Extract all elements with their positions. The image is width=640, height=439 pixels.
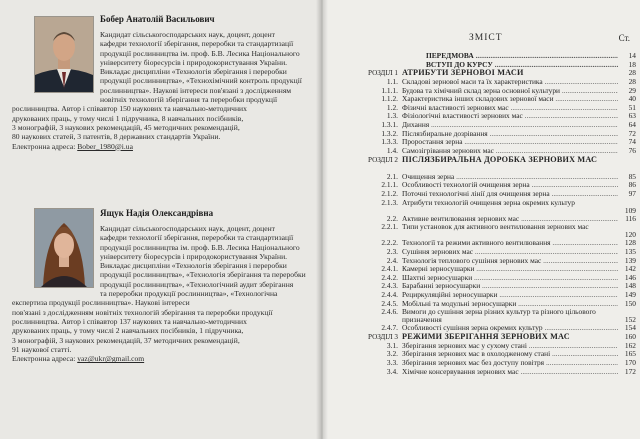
bio-line: університету біоресурсів і природокористування України. [100,57,288,67]
bio-line: Кандидат сільськогосподарських наук, доцент, доцент [100,30,275,39]
bio-line: 3 монографій, 3 наукових рекомендацій, 37 методичних рекомендацій, [12,335,240,345]
author-name: Бобер Анатолій Васильович [100,14,215,24]
email-label: Електронна адреса: [12,354,76,364]
toc-title: Характеристика інших складових зернової маси ..... [402,95,618,104]
email-line [12,142,133,151]
toc-number: 2.4.5. [381,298,398,308]
toc-title: Типи установок для активного вентилювання зернових мас [402,223,589,232]
toc-row[interactable] [322,282,640,291]
toc-page-number: 28 [628,68,636,78]
toc-row[interactable] [322,173,640,182]
bio-line: пов'язані з дослідженням новітніх технологій зберігання та переробки продукції [12,307,273,317]
toc-number: 2.1.3. [381,197,398,207]
toc-page-label: Ст. [618,33,630,43]
toc-page-number: 128 [624,238,636,248]
author-bio [12,224,308,363]
toc-title: Фізіологічні властивості зернових мас ..... [402,112,618,121]
bio-line: друкованих праць, у тому числі 1 підручника, 8 навчальних посібників, [12,113,244,123]
toc-title: Післязбиральне дозрівання ..... [402,130,618,139]
bio-line: продукції рослинництва», «Технологія зберігання та переробки [100,270,306,280]
toc-page-number: 160 [624,332,636,342]
toc-title: Мобільні та модульні зерносушарки ..... [402,300,618,309]
toc-row[interactable] [322,95,640,104]
toc-row[interactable] [322,112,640,121]
toc-number: 2.4. [386,255,398,265]
toc-row[interactable] [322,223,640,239]
toc-row[interactable] [322,104,640,113]
toc-row[interactable] [322,265,640,274]
bio-line: кафедри технології зберігання, переробки та стандартизації [100,39,294,49]
toc-number: 2.1.2. [381,188,398,198]
toc-page-number: 85 [628,171,636,181]
toc-page-number: 97 [628,188,636,198]
toc-title: Камерні зерносушарки ..... [402,265,618,274]
bio-line: кафедри технології зберігання, переробки та стандартизації [100,233,294,243]
toc-title: Атрибути технологій очищення зерна окремих культур [402,198,575,207]
toc-number: РОЗДІЛ 3 [368,333,398,342]
toc-title: Поточні технологічні лінії для очищення зерна ..... [402,190,618,199]
toc-title: Зберігання зернових мас у сухому стані ..... [402,342,618,351]
toc-page-number: 150 [624,298,636,308]
toc-page-number: 51 [628,102,636,112]
toc-row[interactable] [322,121,640,130]
toc-title: Шахтні зерносушарки ..... [402,274,618,283]
bio-line: Викладає дисципліни «Технологія зберігання і переробки [100,67,287,77]
bio-line: рослинництва. Автор і співавтор 150 наукових та навчально-методичних [12,104,247,114]
toc-title: Особливості технологій очищення зерна ..... [402,181,618,190]
book-gutter [316,0,328,439]
toc-number: 2.2.2. [381,238,398,248]
toc-row[interactable] [322,199,640,215]
toc-number: 3.3. [386,357,398,367]
toc-page-number: 165 [624,349,636,359]
toc-title: Фізичні властивості зернових мас ..... [402,104,618,113]
toc-number: 2.2.1. [381,222,398,232]
email-link[interactable]: Bober_1980@i.ua [77,141,133,151]
toc-number: 2.4.3. [381,281,398,291]
bio-line: 80 наукових статей, 3 патентів, 8 державних стандартів України. [12,132,221,142]
toc-number: РОЗДІЛ 1 [368,69,398,78]
toc-row[interactable] [322,300,640,309]
toc-page-number: 28 [628,76,636,86]
toc-row[interactable] [322,257,640,266]
toc-heading: ЗМІСТ [469,33,503,43]
toc-title: Технології та режими активного вентилювання ..... [402,239,618,248]
toc-number: 1.1.1. [381,85,398,95]
toc-row[interactable] [322,215,640,224]
bio-line: Викладає дисципліни «Технологія зберігання і переробки [100,261,287,271]
toc-row[interactable] [322,350,640,359]
toc-page-number: 72 [628,128,636,138]
toc-number: 2.1. [386,171,398,181]
bio-line: та переробки продукції рослинництва», «Технологічна [100,289,278,299]
toc-section-row[interactable] [322,156,640,173]
toc-title: Особливості сушіння зерна окремих культур ..... [402,324,618,333]
toc-number: 3.4. [386,366,398,376]
toc-title: РЕЖИМИ ЗБЕРІГАННЯ ЗЕРНОВИХ МАС [402,333,570,342]
toc-row[interactable] [322,147,640,156]
toc-page-number: 18 [628,59,636,69]
bio-line: друкованих праць, у тому числі 2 навчальних посібників, 1 підручника, [12,326,244,336]
toc-page-number: 74 [628,137,636,147]
bio-line: рослинництва. Автор і співавтор 137 наукових та навчально-методичних [12,316,247,326]
toc-number: 1.3.3. [381,137,398,147]
email-link[interactable]: yaz@ukr@gmail.com [77,354,145,364]
toc-page-number: 86 [628,180,636,190]
toc-page-number: 152 [624,315,636,325]
toc-title: Очищення зерна ..... [402,173,618,182]
toc-page-number: 76 [628,146,636,156]
toc-title: Будова та хімічний склад зерна основної культури ..... [402,87,618,96]
toc-title: Технологія теплового сушіння зернових мас ..... [402,257,618,266]
right-page [322,0,640,439]
toc-title: АТРИБУТИ ЗЕРНОВОЇ МАСИ [402,69,524,78]
toc-number: 2.4.7. [381,323,398,333]
toc-page-number: 120 [624,230,636,240]
bio-line: продукції рослинництва ім. проф. Б.В. Лесика Національного [100,242,300,252]
toc-number: 2.3. [386,246,398,256]
toc-page-number: 109 [624,205,636,215]
toc-title: Барабанні зерносушарки ..... [402,282,618,291]
toc-row[interactable] [322,308,640,324]
bio-line: експертиза продукції рослинництва». Наукові інтереси [12,298,190,308]
toc-page-number: 14 [628,51,636,60]
toc-section-row[interactable] [322,69,640,78]
toc-title: Дихання ..... [402,121,618,130]
toc-number: 2.4.6. [381,307,398,317]
table-of-contents [322,52,640,376]
toc-title: Зберігання зернових мас в охолодженому стані ..... [402,350,618,359]
toc-title: ПЕРЕДМОВА ..... [426,52,618,61]
toc-page-number: 149 [624,290,636,300]
toc-title: ПІСЛЯЗБИРАЛЬНА ДОРОБКА ЗЕРНОВИХ МАС [402,155,598,164]
toc-row[interactable] [322,78,640,87]
toc-title: Вимоги до сушіння зерна різних культур та різного цільового призначення [402,308,596,325]
toc-page-number: 172 [624,366,636,376]
toc-row[interactable] [322,342,640,351]
toc-page-number: 63 [628,111,636,121]
toc-row[interactable] [322,324,640,333]
toc-number: 1.1. [386,76,398,86]
bio-line: університету біоресурсів і природокористування України. [100,251,288,261]
toc-number: РОЗДІЛ 2 [368,155,398,164]
toc-row[interactable] [322,190,640,199]
toc-page-number: 142 [624,264,636,274]
bio-line: 3 монографій, 3 наукових рекомендацій, 45 методичних рекомендацій, [12,122,240,132]
toc-row[interactable] [322,248,640,257]
toc-number: 3.2. [386,349,398,359]
toc-row[interactable] [322,239,640,248]
author-name: Ящук Надія Олександрівна [100,208,214,218]
toc-title: Зберігання зернових мас без доступу повітря ..... [402,359,618,368]
toc-title: Рециркуляційні зерносушарки ..... [402,291,618,300]
toc-page-number: 148 [624,281,636,291]
toc-row[interactable] [322,359,640,368]
toc-page-number: 162 [624,340,636,350]
toc-number: 2.4.2. [381,272,398,282]
toc-number: 3.1. [386,340,398,350]
author-bio [12,30,308,151]
toc-number: 2.1.1. [381,180,398,190]
toc-row[interactable] [322,138,640,147]
toc-row[interactable] [322,274,640,283]
bio-line: новітніх технологій зберігання та переробки продукції [100,95,278,105]
toc-row[interactable] [322,61,640,70]
toc-row[interactable] [322,130,640,139]
toc-page-number: 29 [628,85,636,95]
toc-number: 2.4.1. [381,264,398,274]
toc-page-number: 154 [624,323,636,333]
email-label: Електронна адреса: [12,141,76,151]
toc-row[interactable] [322,181,640,190]
toc-page-number: 146 [624,272,636,282]
toc-number: 1.3. [386,111,398,121]
toc-number: 2.2. [386,213,398,223]
toc-page-number: 135 [624,246,636,256]
toc-title: Сушіння зернових мас ..... [402,248,618,257]
bio-line: рослинництва». Наукові інтереси пов'язані з дослідженням [100,85,292,95]
bio-line: 91 наукової статті. [12,344,72,354]
toc-row[interactable] [322,291,640,300]
toc-page-number: 139 [624,255,636,265]
bio-line: Кандидат сільськогосподарських наук, доцент, доцент [100,224,275,233]
toc-row[interactable] [322,368,640,377]
toc-page-number: 64 [628,120,636,130]
toc-number: 1.3.2. [381,128,398,138]
bio-line: продукції рослинництва ім. проф. Б.В. Лесика Національного [100,48,300,58]
toc-section-row[interactable] [322,333,640,342]
bio-line: продукції рослинництва», «Технохімічний контроль продукції [100,76,302,86]
bio-line: продукції рослинництва», «Технологічний аудит зберігання [100,279,294,289]
toc-number: 1.4. [386,146,398,156]
toc-title: Проростання зерна ..... [402,138,618,147]
toc-number: 1.1.2. [381,94,398,104]
toc-number: 1.3.1. [381,120,398,130]
toc-title: Складові зернової маси та їх характеристика ..... [402,78,618,87]
toc-title: Активне вентилювання зернових мас ..... [402,215,618,224]
toc-page-number: 170 [624,357,636,367]
toc-title: ВСТУП ДО КУРСУ ..... [426,61,618,70]
toc-title: Самозігрівання зернових мас ..... [402,147,618,156]
toc-number: 2.4.4. [381,290,398,300]
toc-page-number: 40 [628,94,636,104]
toc-title: Хімічне консервування зернових мас ..... [402,368,618,377]
toc-page-number: 116 [625,213,636,223]
email-line [12,354,144,363]
toc-row[interactable] [322,87,640,96]
toc-number: 1.2. [386,102,398,112]
toc-row[interactable] [322,52,640,61]
